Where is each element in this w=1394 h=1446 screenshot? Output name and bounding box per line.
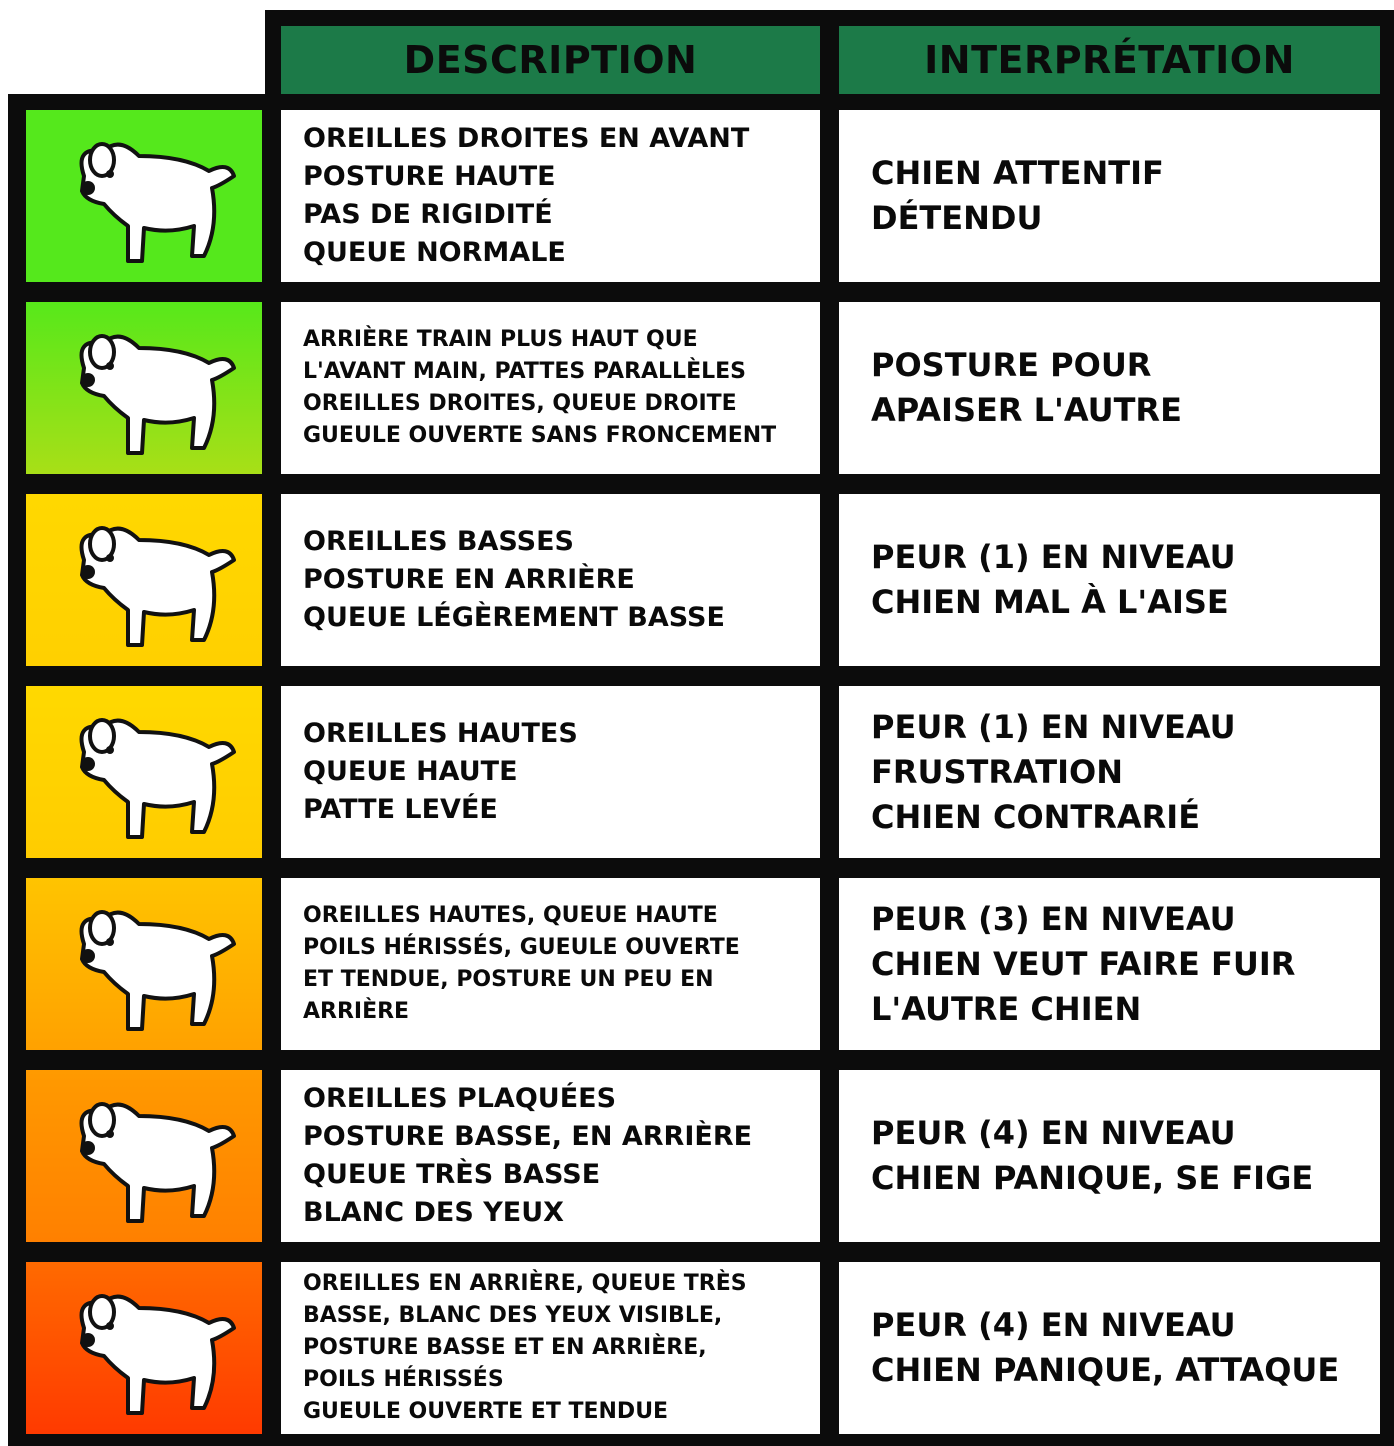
row-7-interpretation [839,1262,1380,1434]
dog-paw-raised-icon [44,692,244,852]
dog-snarling-icon [44,1268,244,1428]
row-6-interpretation [839,1070,1380,1242]
row-2-description [281,302,820,474]
interpretation-line: FRUSTRATION [871,752,1123,791]
description-line: PAS DE RIGIDITÉ [303,199,553,230]
row-1-description [281,110,820,282]
row-3-image-cell [26,494,262,666]
description-line: OREILLES DROITES, QUEUE DROITE [303,391,737,416]
interpretation-line: DÉTENDU [871,199,1043,237]
row-6-image-cell [26,1070,262,1242]
row-1-image-cell [26,110,262,282]
interpretation-line: CHIEN ATTENTIF [871,154,1164,192]
description-line: ET TENDUE, POSTURE UN PEU EN [303,967,714,992]
description-line: L'AVANT MAIN, PATTES PARALLÈLES [303,359,746,384]
dog-crouching-icon [44,1076,244,1236]
description-line: QUEUE HAUTE [303,756,518,787]
interpretation-line: POSTURE POUR [871,346,1152,384]
row-2-interpretation [839,302,1380,474]
description-line: OREILLES PLAQUÉES [303,1083,617,1114]
row-5-image-cell [26,878,262,1050]
description-line: ARRIÈRE [303,999,410,1024]
dog-play-bow-icon [44,308,244,468]
description-line: POSTURE BASSE ET EN ARRIÈRE, [303,1335,707,1360]
row-4-interpretation [839,686,1380,858]
interpretation-line: CHIEN PANIQUE, SE FIGE [871,1159,1314,1197]
row-4-description [281,686,820,858]
interpretation-line: PEUR (1) EN NIVEAU [871,707,1236,746]
description-line: QUEUE LÉGÈREMENT BASSE [303,602,725,633]
description-line: QUEUE NORMALE [303,237,566,268]
row-5-interpretation [839,878,1380,1050]
row-6-description [281,1070,820,1242]
description-line: OREILLES HAUTES, QUEUE HAUTE [303,903,718,928]
description-line: BLANC DES YEUX [303,1197,564,1228]
description-line: POSTURE HAUTE [303,161,556,192]
header-description: DESCRIPTION [281,26,820,94]
row-7-image-cell [26,1262,262,1434]
description-line: PATTE LEVÉE [303,794,498,825]
description-line: GUEULE OUVERTE ET TENDUE [303,1399,669,1424]
interpretation-line: PEUR (4) EN NIVEAU [871,1306,1236,1344]
row-3-description [281,494,820,666]
description-line: POSTURE BASSE, EN ARRIÈRE [303,1121,753,1152]
description-line: POILS HÉRISSÉS, GUEULE OUVERTE [303,935,740,960]
interpretation-line: APAISER L'AUTRE [871,391,1182,429]
interpretation-line: PEUR (3) EN NIVEAU [871,899,1236,938]
interpretation-line: CHIEN CONTRARIÉ [871,797,1201,836]
interpretation-line: PEUR (4) EN NIVEAU [871,1114,1236,1152]
row-2-image-cell [26,302,262,474]
description-line: BASSE, BLANC DES YEUX VISIBLE, [303,1303,723,1328]
row-5-description [281,878,820,1050]
interpretation-line: PEUR (1) EN NIVEAU [871,538,1236,576]
row-3-interpretation [839,494,1380,666]
description-line: OREILLES HAUTES [303,718,578,749]
dog-bristling-icon [44,884,244,1044]
description-line: GUEULE OUVERTE SANS FRONCEMENT [303,423,777,448]
description-line: OREILLES DROITES EN AVANT [303,123,750,154]
description-line: POSTURE EN ARRIÈRE [303,564,635,595]
description-line: OREILLES EN ARRIÈRE, QUEUE TRÈS [303,1271,747,1296]
row-7-description [281,1262,820,1434]
description-line: ARRIÈRE TRAIN PLUS HAUT QUE [303,327,698,352]
dog-ears-low-icon [44,500,244,660]
header-interpretation: INTERPRÉTATION [839,26,1380,94]
row-1-interpretation [839,110,1380,282]
interpretation-line: CHIEN MAL À L'AISE [871,583,1229,621]
description-line: OREILLES BASSES [303,526,574,557]
dog-standing-alert-icon [44,116,244,276]
row-4-image-cell [26,686,262,858]
interpretation-line: CHIEN VEUT FAIRE FUIR [871,944,1296,983]
description-line: POILS HÉRISSÉS [303,1367,504,1392]
interpretation-line: L'AUTRE CHIEN [871,989,1142,1028]
interpretation-line: CHIEN PANIQUE, ATTAQUE [871,1351,1340,1389]
description-line: QUEUE TRÈS BASSE [303,1159,601,1190]
